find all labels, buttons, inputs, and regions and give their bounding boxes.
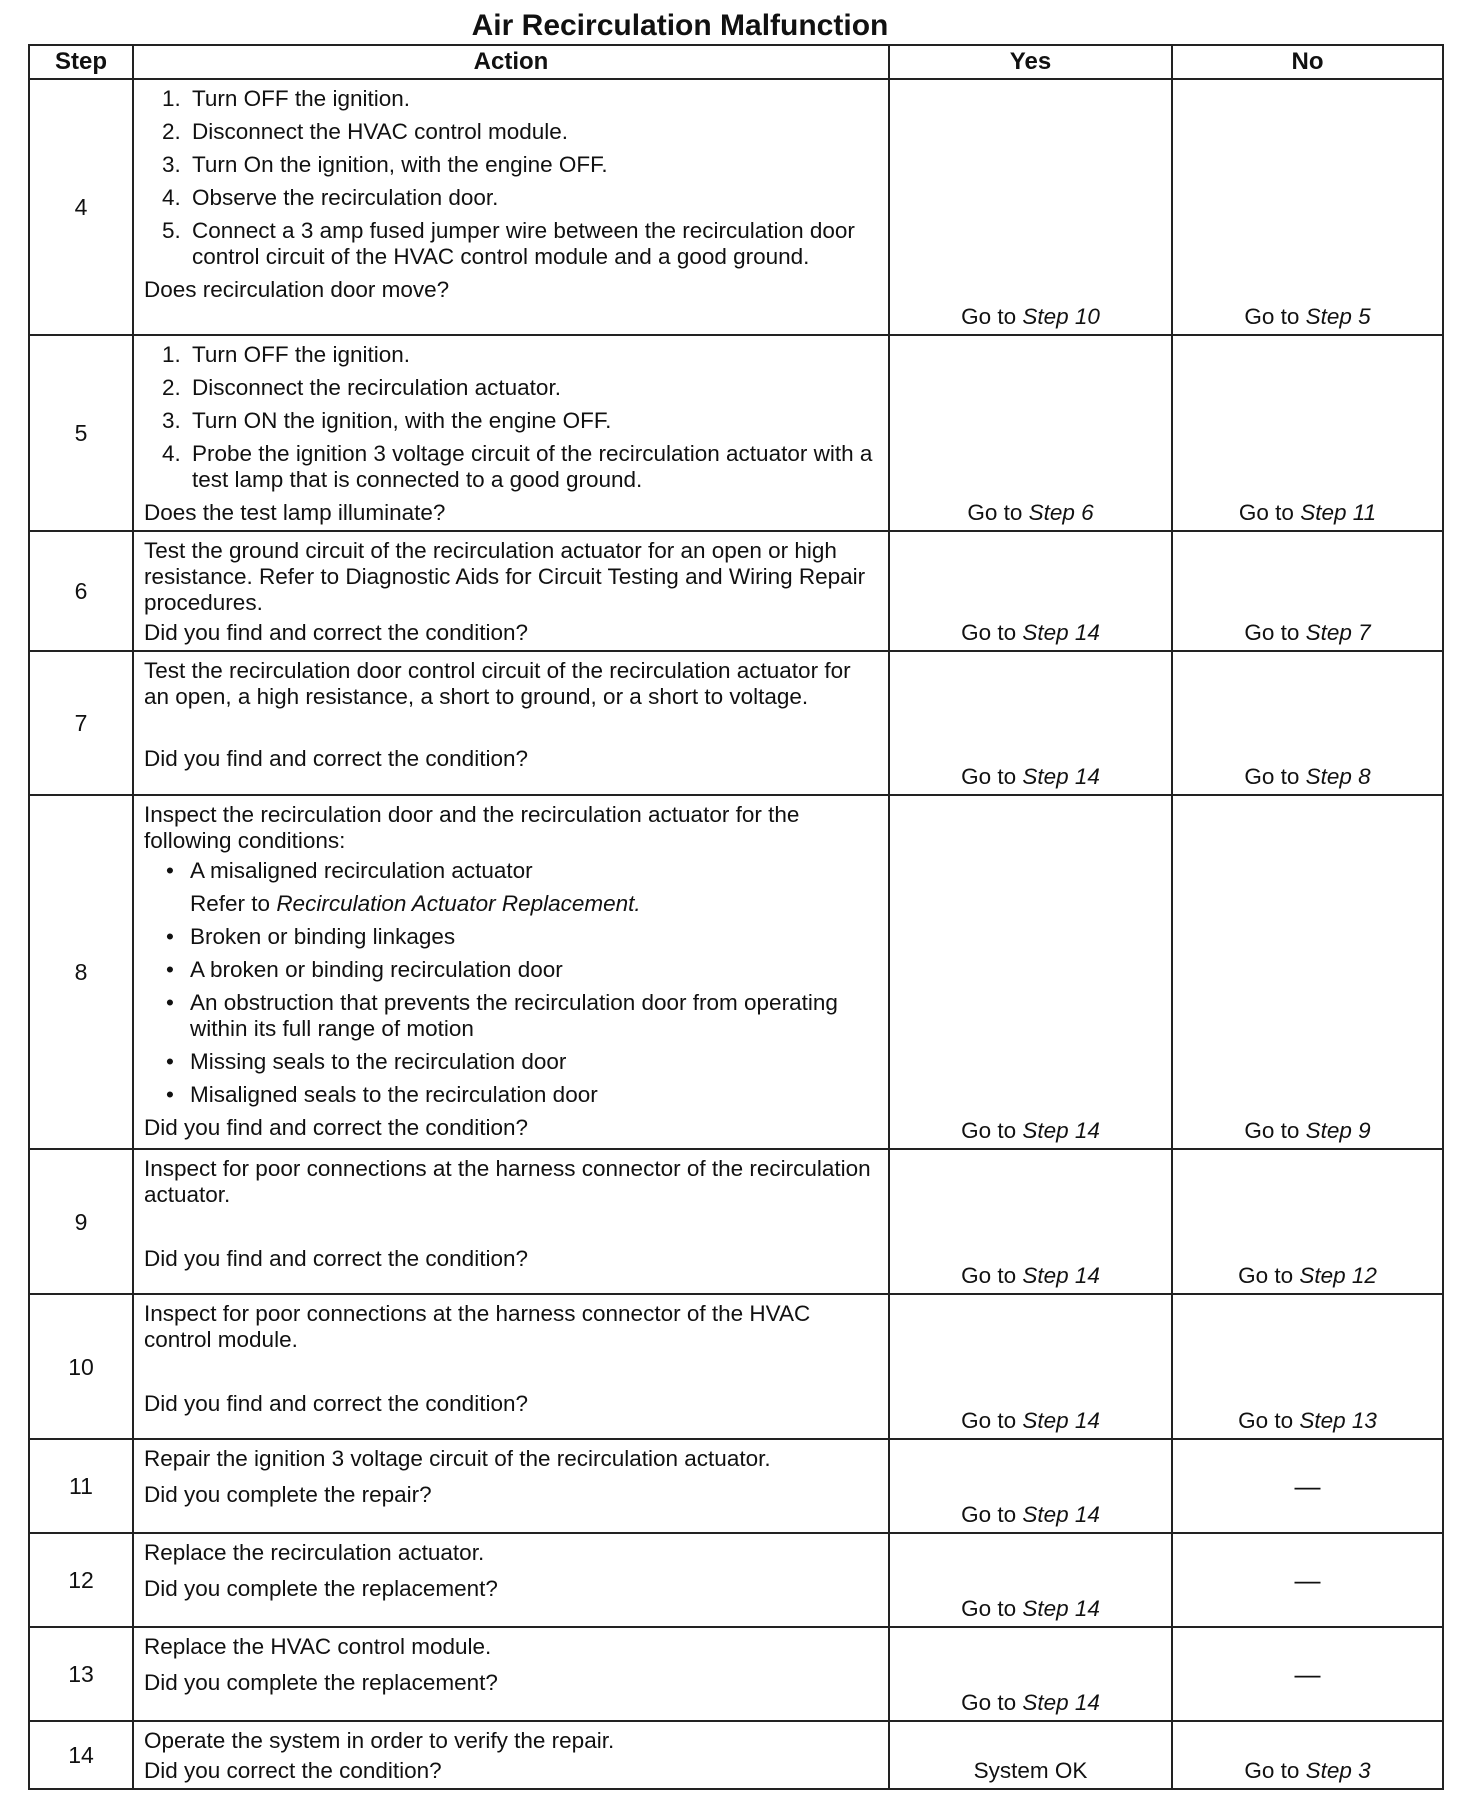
question-text: Did you complete the repair?: [144, 1482, 432, 1507]
no-target: Step 13: [1299, 1408, 1377, 1433]
no-cell: —: [1172, 1533, 1443, 1627]
table-row: [29, 795, 1443, 1149]
list-item: • A misaligned recirculation actuator: [166, 858, 533, 883]
no-target: Step 5: [1305, 304, 1371, 329]
yes-target: Step 14: [1022, 1596, 1100, 1621]
no-target: Step 11: [1300, 500, 1377, 525]
no-cell: —: [1172, 1627, 1443, 1721]
list-item: 1. Turn OFF the ignition.: [162, 86, 411, 111]
step-number: 7: [29, 651, 133, 795]
no-cell: —: [1172, 1439, 1443, 1533]
yes-target: Step 14: [1022, 1408, 1100, 1433]
no-cell: Go to Step 9: [1172, 795, 1443, 1149]
list-item: 2. Disconnect the recirculation actuator.: [162, 375, 561, 400]
question-text: Did you find and correct the condition?: [144, 1115, 528, 1140]
header-row: [29, 45, 1443, 79]
question-text: Did you correct the condition?: [144, 1758, 442, 1783]
page-title: Air Recirculation Malfunction: [471, 9, 889, 42]
yes-cell: Go to Step 14: [889, 531, 1172, 651]
action-text: Inspect the recirculation door and the recirculation actuator for the following conditions:: [144, 802, 800, 853]
header-yes: Yes: [889, 45, 1172, 79]
table-row: [29, 1533, 1443, 1627]
action-text: Test the ground circuit of the recirculation actuator for an open or high resistance. Refer to Diagnostic Aids for Circuit Testing and Wiring Repair procedures.: [144, 538, 866, 615]
question-text: Does the test lamp illuminate?: [144, 500, 446, 525]
no-target: Step 8: [1305, 764, 1371, 789]
list-item: • Misaligned seals to the recirculation door: [166, 1082, 598, 1107]
yes-target: Step 6: [1028, 500, 1094, 525]
action-cell: [133, 1149, 889, 1294]
list-item: • Broken or binding linkages: [166, 924, 456, 949]
action-cell: [133, 795, 889, 1149]
list-item: 1. Turn OFF the ignition.: [162, 342, 411, 367]
action-text: Repair the ignition 3 voltage circuit of the recirculation actuator.: [144, 1446, 771, 1471]
list-item: • A broken or binding recirculation door: [166, 957, 563, 982]
yes-cell: Go to Step 14: [889, 1294, 1172, 1439]
action-text: Replace the HVAC control module.: [144, 1634, 492, 1659]
list-item: 3. Turn ON the ignition, with the engine OFF.: [162, 408, 612, 433]
no-cell: Go to Step 3: [1172, 1721, 1443, 1789]
action-text: Operate the system in order to verify the repair.: [144, 1728, 615, 1753]
list-item: • An obstruction that prevents the recirculation door from operating within its full range of motion: [166, 990, 838, 1041]
table-row: [29, 1721, 1443, 1789]
yes-target: Step 14: [1022, 1502, 1100, 1527]
yes-cell: Go to Step 14: [889, 1533, 1172, 1627]
yes-cell: Go to Step 14: [889, 1149, 1172, 1294]
no-target: Step 7: [1305, 620, 1371, 645]
list-item: 3. Turn On the ignition, with the engine OFF.: [162, 152, 608, 177]
step-number: 13: [29, 1627, 133, 1721]
refer-link: Recirculation Actuator Replacement.: [276, 891, 641, 916]
yes-cell: Go to Step 6: [889, 335, 1172, 531]
action-text: Test the recirculation door control circuit of the recirculation actuator for an open, a high resistance, a short to ground, or a short to voltage.: [144, 658, 851, 709]
action-cell: [133, 1294, 889, 1439]
step-number: 12: [29, 1533, 133, 1627]
diagnostic-table: [28, 44, 1444, 1790]
yes-cell: Go to Step 10: [889, 79, 1172, 335]
numbered-list: [144, 342, 878, 493]
yes-target: Step 14: [1022, 620, 1100, 645]
no-target: Step 12: [1299, 1263, 1377, 1288]
yes-target: Step 14: [1022, 1690, 1100, 1715]
no-cell: Go to Step 8: [1172, 651, 1443, 795]
no-cell: Go to Step 13: [1172, 1294, 1443, 1439]
bullet-list: [144, 858, 878, 884]
action-text: Inspect for poor connections at the harness connector of the HVAC control module.: [144, 1301, 811, 1352]
action-cell: [133, 335, 889, 531]
yes-target: Step 14: [1022, 1118, 1100, 1143]
refer-line: Refer to Recirculation Actuator Replacement.: [190, 891, 641, 916]
action-text: Replace the recirculation actuator.: [144, 1540, 485, 1565]
table-row: [29, 531, 1443, 651]
table-row: [29, 651, 1443, 795]
step-number: 10: [29, 1294, 133, 1439]
no-target: Step 9: [1305, 1118, 1371, 1143]
table-row: [29, 1627, 1443, 1721]
yes-target: Step 10: [1022, 304, 1100, 329]
list-item: 4. Probe the ignition 3 voltage circuit of the recirculation actuator with a test lamp that is connected to a good ground.: [162, 441, 873, 492]
numbered-list: [144, 86, 878, 270]
question-text: Did you find and correct the condition?: [144, 1246, 528, 1271]
no-target: Step 3: [1305, 1758, 1371, 1783]
yes-target: Step 14: [1022, 764, 1100, 789]
list-item: 5. Connect a 3 amp fused jumper wire between the recirculation door control circuit of the HVAC control module and a good ground.: [162, 218, 855, 269]
action-cell: [133, 531, 889, 651]
yes-cell: Go to Step 14: [889, 795, 1172, 1149]
action-cell: [133, 1627, 889, 1721]
question-text: Did you complete the replacement?: [144, 1576, 498, 1601]
header-no: No: [1172, 45, 1443, 79]
table-row: [29, 79, 1443, 335]
action-cell: [133, 1533, 889, 1627]
list-item: 4. Observe the recirculation door.: [162, 185, 499, 210]
action-cell: [133, 1721, 889, 1789]
yes-cell: Go to Step 14: [889, 1627, 1172, 1721]
question-text: Did you find and correct the condition?: [144, 746, 528, 771]
yes-cell: System OK: [889, 1721, 1172, 1789]
step-number: 5: [29, 335, 133, 531]
action-text: Inspect for poor connections at the harness connector of the recirculation actuator.: [144, 1156, 871, 1207]
bullet-list: [144, 924, 878, 1108]
no-cell: Go to Step 12: [1172, 1149, 1443, 1294]
step-number: 4: [29, 79, 133, 335]
step-number: 14: [29, 1721, 133, 1789]
no-cell: Go to Step 7: [1172, 531, 1443, 651]
step-number: 8: [29, 795, 133, 1149]
action-cell: [133, 1439, 889, 1533]
list-item: • Missing seals to the recirculation door: [166, 1049, 567, 1074]
header-step: Step: [29, 45, 133, 79]
step-number: 9: [29, 1149, 133, 1294]
question-text: Does recirculation door move?: [144, 277, 450, 302]
yes-cell: Go to Step 14: [889, 651, 1172, 795]
table-row: [29, 335, 1443, 531]
yes-cell: Go to Step 14: [889, 1439, 1172, 1533]
question-text: Did you find and correct the condition?: [144, 1391, 528, 1416]
header-action: Action: [133, 45, 889, 79]
step-number: 11: [29, 1439, 133, 1533]
step-number: 6: [29, 531, 133, 651]
question-text: Did you find and correct the condition?: [144, 620, 528, 645]
no-cell: Go to Step 5: [1172, 79, 1443, 335]
action-cell: [133, 651, 889, 795]
table-row: [29, 1294, 1443, 1439]
table-row: [29, 1439, 1443, 1533]
action-cell: [133, 79, 889, 335]
list-item: 2. Disconnect the HVAC control module.: [162, 119, 569, 144]
question-text: Did you complete the replacement?: [144, 1670, 498, 1695]
no-cell: Go to Step 11: [1172, 335, 1443, 531]
table-row: [29, 1149, 1443, 1294]
yes-target: Step 14: [1022, 1263, 1100, 1288]
